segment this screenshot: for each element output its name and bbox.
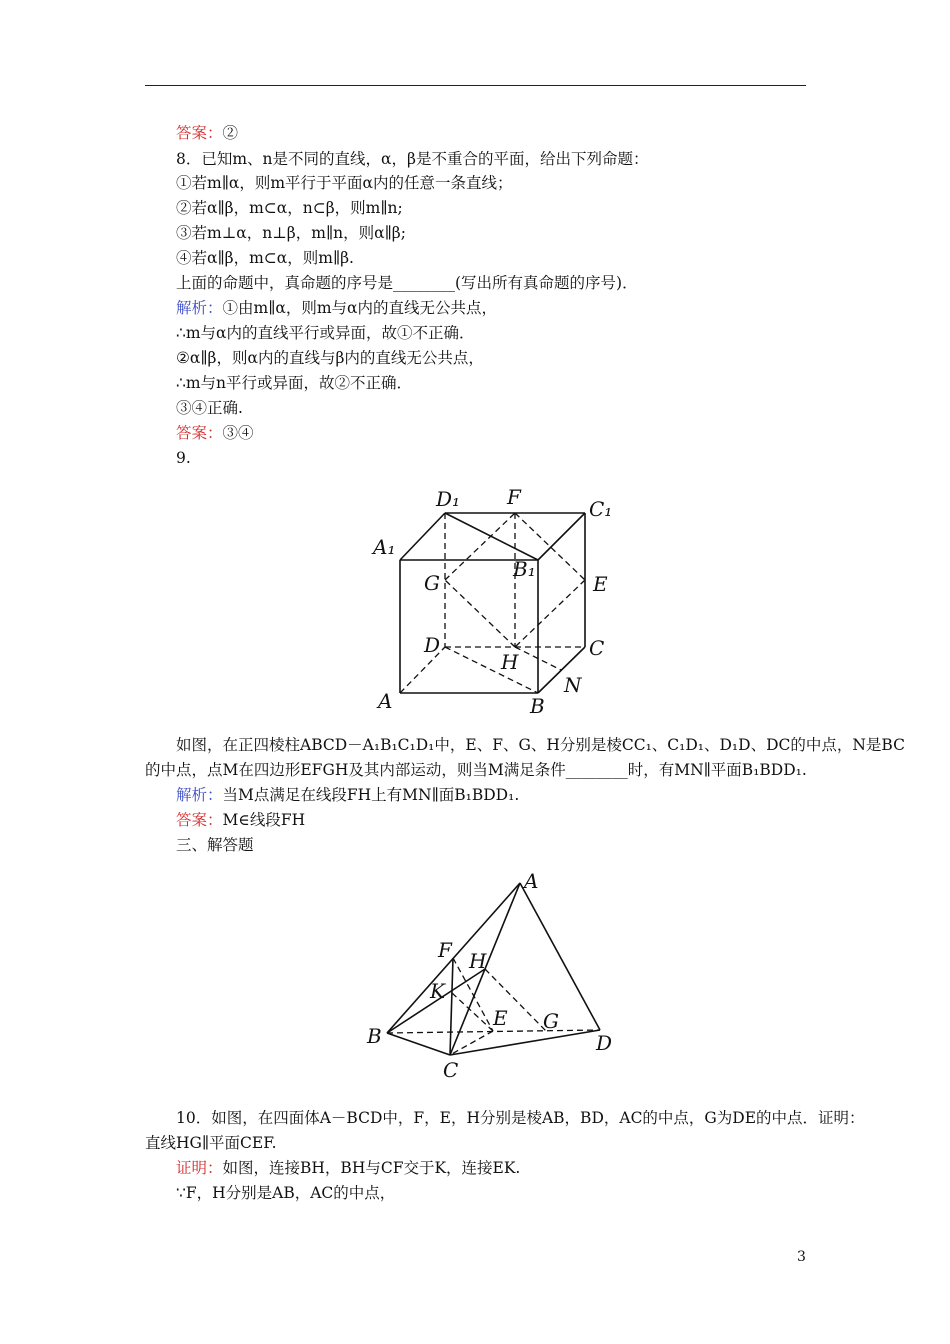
prism-figure — [360, 480, 630, 720]
q8-stem: 8．已知m、n是不同的直线，α，β是不重合的平面，给出下列命题： — [176, 150, 649, 168]
label-H: H — [469, 949, 487, 973]
q8-analysis-2: ∴m与α内的直线平行或异面，故①不正确． — [176, 324, 475, 342]
label-H: H — [501, 650, 519, 674]
q8-analysis-3: ②α∥β，则α内的直线与β内的直线无公共点， — [176, 349, 484, 367]
q8-prop-2: ②若α∥β，m⊂α，n⊂β，则m∥n; — [176, 199, 403, 217]
label-A1: A₁ — [373, 535, 396, 559]
label-B: B — [530, 694, 545, 718]
q8-analysis-5: ③④正确. — [176, 399, 243, 417]
q10-since: ∵F，H分别是AB，AC的中点， — [176, 1184, 396, 1202]
label-G: G — [424, 571, 440, 595]
label-D1: D₁ — [436, 487, 461, 511]
tetrahedron-figure — [360, 865, 630, 1090]
q8-ask: 上面的命题中，真命题的序号是________(写出所有真命题的序号)． — [176, 274, 638, 292]
label-A: A — [524, 869, 539, 893]
q10-text-2: 直线HG∥平面CEF. — [145, 1134, 277, 1152]
label-F: F — [507, 485, 521, 509]
label-E: E — [593, 572, 608, 596]
label-B1: B₁ — [513, 557, 536, 581]
label-K: K — [430, 979, 445, 1003]
label-D: D — [596, 1031, 613, 1055]
label-C: C — [589, 636, 605, 660]
page-number: 3 — [797, 1249, 806, 1265]
q9-text-1: 如图，在正四棱柱ABCD－A₁B₁C₁D₁中，E、F、G、H分别是棱CC₁、C₁D₁、D₁D、DC的中点，N是BC — [176, 736, 905, 754]
section-heading: 三、解答题 — [176, 836, 254, 854]
q7-answer: 答案：② — [176, 124, 239, 142]
label-D: D — [424, 633, 441, 657]
label-C: C — [443, 1058, 459, 1082]
q8-analysis-4: ∴m与n平行或异面，故②不正确． — [176, 374, 413, 392]
q10-text-1: 10．如图，在四面体A－BCD中，F，E，H分别是棱AB，BD，AC的中点，G为DE的中点．证明： — [176, 1109, 865, 1127]
q8-prop-3: ③若m⊥α，n⊥β，m∥n，则α∥β; — [176, 224, 406, 242]
label-G: G — [543, 1009, 559, 1033]
q8-analysis-1: 解析：①由m∥α，则m与α内的直线无公共点， — [176, 299, 498, 317]
q8-prop-4: ④若α∥β，m⊂α，则m∥β. — [176, 249, 354, 267]
label-A: A — [378, 689, 393, 713]
q9-analysis: 解析：当M点满足在线段FH上有MN∥面B₁BDD₁. — [176, 786, 520, 804]
label-N: N — [564, 673, 582, 697]
label-B: B — [367, 1024, 382, 1048]
header-rule — [145, 85, 806, 86]
q9-number: 9. — [176, 449, 191, 467]
q8-answer: 答案：③④ — [176, 424, 254, 442]
label-C1: C₁ — [589, 497, 613, 521]
label-E: E — [493, 1006, 508, 1030]
q10-proof: 证明：如图，连接BH，BH与CF交于K，连接EK. — [176, 1159, 521, 1177]
label-F: F — [438, 938, 452, 962]
q9-text-2: 的中点，点M在四边形EFGH及其内部运动，则当M满足条件________时，有MN∥平面B₁BDD₁. — [145, 761, 807, 779]
q9-answer: 答案：M∈线段FH — [176, 811, 306, 829]
q8-prop-1: ①若m∥α，则m平行于平面α内的任意一条直线； — [176, 174, 513, 192]
